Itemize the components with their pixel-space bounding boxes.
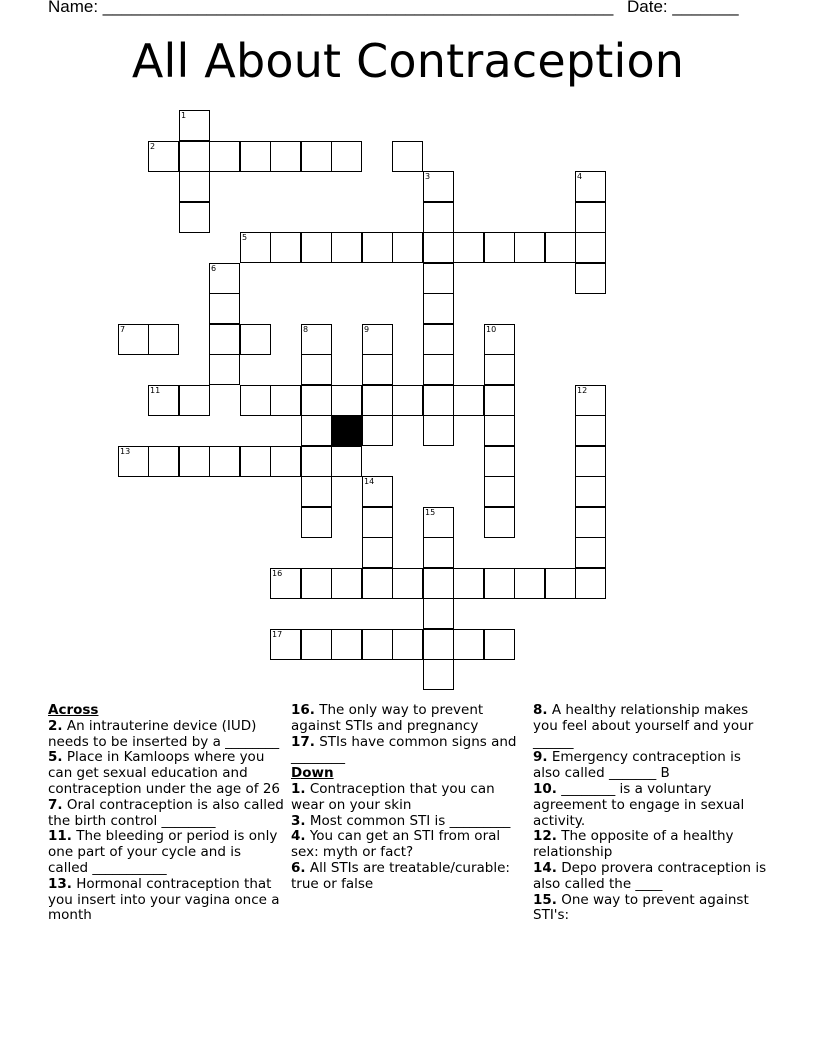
crossword-cell[interactable]	[179, 171, 210, 202]
crossword-cell[interactable]	[575, 537, 606, 568]
crossword-cell[interactable]	[484, 324, 515, 355]
crossword-cell[interactable]	[270, 629, 301, 660]
crossword-black-cell	[331, 415, 362, 446]
crossword-cell[interactable]	[514, 568, 545, 599]
clue-text: You can get an STI from oral sex: myth or fact?	[291, 828, 501, 861]
crossword-cell[interactable]	[484, 629, 515, 660]
cell-number: 11	[150, 386, 161, 395]
clue-down-12	[533, 829, 769, 861]
crossword-cell[interactable]	[270, 568, 301, 599]
crossword-cell[interactable]	[514, 232, 545, 263]
crossword-cell[interactable]	[423, 629, 454, 660]
crossword-cell[interactable]	[362, 507, 393, 538]
crossword-cell[interactable]	[362, 415, 393, 446]
crossword-cell[interactable]	[575, 415, 606, 446]
crossword-cell[interactable]	[575, 476, 606, 507]
clue-number: 6.	[291, 859, 306, 876]
cell-number: 6	[211, 264, 217, 273]
clue-number: 15.	[533, 891, 557, 908]
clue-text: Most common STI is _________	[309, 812, 511, 829]
crossword-cell[interactable]	[423, 507, 454, 538]
crossword-cell[interactable]	[240, 446, 271, 477]
cell-number: 4	[577, 172, 583, 181]
crossword-cell[interactable]	[301, 385, 332, 416]
crossword-cell[interactable]	[575, 446, 606, 477]
cell-number: 5	[242, 233, 248, 242]
crossword-cell[interactable]	[453, 568, 484, 599]
crossword-cell[interactable]	[270, 141, 301, 172]
clue-text: One way to prevent against STI's:	[533, 891, 749, 924]
clue-down-3	[291, 814, 525, 830]
cell-number: 9	[364, 325, 370, 334]
crossword-cell[interactable]	[423, 232, 454, 263]
clue-across-5	[48, 750, 284, 797]
crossword-cell[interactable]	[575, 568, 606, 599]
name-field-label: Name: ______________________________________________________	[48, 0, 614, 16]
clue-number: 9.	[533, 749, 548, 766]
crossword-cell[interactable]	[423, 293, 454, 324]
crossword-cell[interactable]	[423, 568, 454, 599]
clue-text: The bleeding or period is only one part of your cycle and is called ___________	[48, 828, 278, 876]
clue-number: 11.	[48, 828, 72, 845]
crossword-cell[interactable]	[331, 232, 362, 263]
crossword-cell[interactable]	[179, 110, 210, 141]
crossword-cell[interactable]	[209, 354, 240, 385]
cell-number: 7	[120, 325, 126, 334]
crossword-cell[interactable]	[392, 141, 423, 172]
cell-number: 16	[272, 569, 283, 578]
clue-text: A healthy relationship makes you feel about yourself and your ______	[533, 702, 754, 750]
crossword-cell[interactable]	[484, 476, 515, 507]
clues-column-1	[48, 703, 284, 924]
crossword-cell[interactable]	[362, 568, 393, 599]
crossword-cell[interactable]	[392, 568, 423, 599]
clue-number: 10.	[533, 780, 557, 797]
crossword-cell[interactable]	[423, 324, 454, 355]
clue-across-11	[48, 829, 284, 876]
crossword-cell[interactable]	[209, 141, 240, 172]
cell-number: 15	[425, 508, 436, 517]
crossword-cell[interactable]	[270, 232, 301, 263]
clue-down-15	[533, 893, 769, 925]
clue-number: 12.	[533, 828, 557, 845]
crossword-cell[interactable]	[301, 324, 332, 355]
cell-number: 8	[303, 325, 309, 334]
crossword-cell[interactable]	[118, 324, 149, 355]
clue-across-16	[291, 703, 525, 735]
clue-text: STIs have common signs and ________	[291, 733, 517, 766]
cell-number: 17	[272, 630, 283, 639]
crossword-cell[interactable]	[484, 415, 515, 446]
crossword-cell[interactable]	[301, 507, 332, 538]
crossword-cell[interactable]	[301, 629, 332, 660]
page-title: All About Contraception	[131, 34, 685, 88]
clue-down-4	[291, 829, 525, 861]
crossword-cell[interactable]	[362, 385, 393, 416]
clue-number: 8.	[533, 702, 548, 718]
crossword-cell[interactable]	[484, 446, 515, 477]
clue-text: Hormonal contraception that you insert into your vagina once a month	[48, 875, 280, 924]
crossword-cell[interactable]	[575, 232, 606, 263]
crossword-cell[interactable]	[423, 537, 454, 568]
clue-down-8	[533, 703, 769, 750]
date-field-label: Date: _______	[627, 0, 739, 16]
crossword-cell[interactable]	[423, 202, 454, 233]
clue-across-13	[48, 877, 284, 924]
crossword-cell[interactable]	[423, 659, 454, 690]
clue-text: Emergency contraception is also called _______ B	[533, 749, 741, 782]
clues-column-3	[533, 703, 769, 924]
crossword-cell[interactable]	[423, 598, 454, 629]
clue-number: 7.	[48, 796, 63, 813]
cell-number: 1	[181, 111, 187, 120]
crossword-cell[interactable]	[301, 568, 332, 599]
crossword-cell[interactable]	[453, 385, 484, 416]
cell-number: 14	[364, 477, 375, 486]
cell-number: 12	[577, 386, 588, 395]
crossword-cell[interactable]	[331, 141, 362, 172]
crossword-cell[interactable]	[362, 476, 393, 507]
crossword-cell[interactable]	[148, 324, 179, 355]
crossword-cell[interactable]	[392, 629, 423, 660]
across-heading: Across	[48, 702, 99, 718]
crossword-cell[interactable]	[331, 446, 362, 477]
crossword-cell[interactable]	[362, 537, 393, 568]
clue-down-10	[533, 782, 769, 829]
clue-across-17	[291, 735, 525, 767]
clue-down-9	[533, 750, 769, 782]
cell-number: 13	[120, 447, 131, 456]
crossword-cell[interactable]	[240, 232, 271, 263]
down-heading: Down	[291, 765, 334, 782]
crossword-cell[interactable]	[484, 354, 515, 385]
clue-text: All STIs are treatable/curable: true or false	[291, 859, 510, 892]
crossword-cell[interactable]	[179, 141, 210, 172]
crossword-cell[interactable]	[209, 293, 240, 324]
clue-text: The opposite of a healthy relationship	[533, 828, 734, 861]
crossword-cell[interactable]	[392, 232, 423, 263]
crossword-cell[interactable]	[179, 446, 210, 477]
crossword-cell[interactable]	[240, 385, 271, 416]
crossword-cell[interactable]	[209, 446, 240, 477]
crossword-cell[interactable]	[179, 385, 210, 416]
crossword-cell[interactable]	[209, 263, 240, 294]
clue-number: 14.	[533, 859, 557, 876]
crossword-cell[interactable]	[148, 385, 179, 416]
clue-number: 17.	[291, 733, 315, 750]
clue-text: The only way to prevent against STIs and pregnancy	[291, 702, 484, 734]
clue-number: 2.	[48, 717, 63, 734]
clue-down-6	[291, 861, 525, 893]
clue-across-7	[48, 798, 284, 830]
crossword-cell[interactable]	[331, 629, 362, 660]
crossword-cell[interactable]	[301, 141, 332, 172]
crossword-cell[interactable]	[575, 263, 606, 294]
crossword-cell[interactable]	[392, 385, 423, 416]
crossword-cell[interactable]	[575, 385, 606, 416]
crossword-cell[interactable]	[423, 385, 454, 416]
clue-number: 13.	[48, 875, 72, 892]
crossword-cell[interactable]	[270, 385, 301, 416]
crossword-cell[interactable]	[362, 324, 393, 355]
clue-number: 16.	[291, 702, 315, 718]
clue-down-1	[291, 782, 525, 814]
crossword-cell[interactable]	[301, 415, 332, 446]
crossword-cell[interactable]	[484, 568, 515, 599]
crossword-cell[interactable]	[148, 446, 179, 477]
clue-number: 5.	[48, 749, 63, 766]
crossword-cell[interactable]	[484, 507, 515, 538]
crossword-cell[interactable]	[484, 232, 515, 263]
clue-number: 1.	[291, 780, 306, 797]
crossword-cell[interactable]	[331, 568, 362, 599]
cell-number: 3	[425, 172, 431, 181]
crossword-cell[interactable]	[301, 232, 332, 263]
crossword-cell[interactable]	[545, 568, 576, 599]
clue-text: Oral contraception is also called the birth control ________	[48, 796, 284, 829]
crossword-cell[interactable]	[301, 446, 332, 477]
crossword-cell[interactable]	[240, 324, 271, 355]
clue-across-2	[48, 719, 284, 751]
clue-number: 3.	[291, 812, 306, 829]
crossword-cell[interactable]	[575, 507, 606, 538]
crossword-cell[interactable]	[362, 629, 393, 660]
crossword-cell[interactable]	[423, 263, 454, 294]
crossword-cell[interactable]	[423, 354, 454, 385]
clue-text: ________ is a voluntary agreement to engage in sexual activity.	[533, 780, 745, 829]
cell-number: 10	[486, 325, 497, 334]
cell-number: 2	[150, 142, 156, 151]
crossword-cell[interactable]	[301, 354, 332, 385]
crossword-cell[interactable]	[423, 415, 454, 446]
crossword-cell[interactable]	[453, 232, 484, 263]
crossword-cell[interactable]	[423, 171, 454, 202]
crossword-cell[interactable]	[179, 202, 210, 233]
crossword-cell[interactable]	[545, 232, 576, 263]
crossword-cell[interactable]	[209, 324, 240, 355]
clue-down-14	[533, 861, 769, 893]
clue-text: An intrauterine device (IUD) needs to be inserted by a ________	[48, 717, 280, 750]
crossword-cell[interactable]	[331, 385, 362, 416]
crossword-cell[interactable]	[453, 629, 484, 660]
clue-text: Place in Kamloops where you can get sexual education and contraception under the age of 26	[48, 749, 280, 797]
crossword-cell[interactable]	[362, 232, 393, 263]
crossword-cell[interactable]	[484, 385, 515, 416]
clues-column-2	[291, 703, 525, 893]
clue-text: Contraception that you can wear on your skin	[291, 780, 495, 813]
crossword-cell[interactable]	[240, 141, 271, 172]
crossword-cell[interactable]	[575, 171, 606, 202]
crossword-cell[interactable]	[575, 202, 606, 233]
crossword-cell[interactable]	[118, 446, 149, 477]
crossword-cell[interactable]	[301, 476, 332, 507]
clue-text: Depo provera contraception is also called the ____	[533, 859, 767, 892]
crossword-cell[interactable]	[148, 141, 179, 172]
clue-number: 4.	[291, 828, 306, 845]
crossword-cell[interactable]	[270, 446, 301, 477]
crossword-cell[interactable]	[362, 354, 393, 385]
